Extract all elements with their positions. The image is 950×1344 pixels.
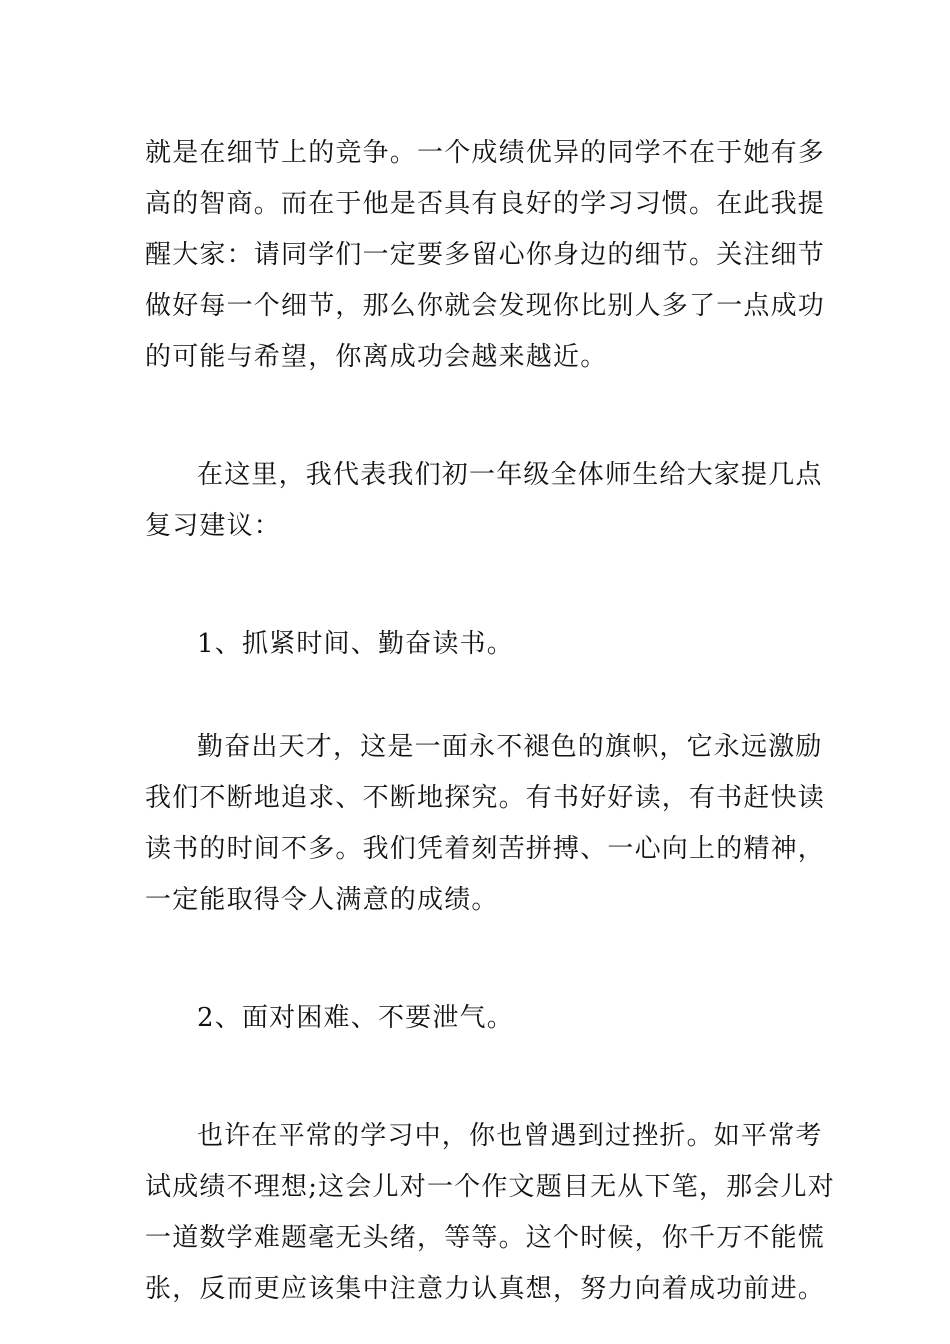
paragraph-review-suggestions-intro xyxy=(145,450,823,552)
text-line: 张，反而更应该集中注意力认真想，努力向着成功前进。 xyxy=(145,1274,826,1304)
text-line: 试成绩不理想;这会儿对一个作文题目无从下笔，那会儿对 xyxy=(145,1172,835,1202)
text-line: 做好每一个细节，那么你就会发现你比别人多了一点成功 xyxy=(145,291,826,321)
text-line: 2、面对困难、不要泄气。 xyxy=(197,1003,514,1033)
text-line: 的可能与希望，你离成功会越来越近。 xyxy=(145,342,608,372)
text-line: 复习建议： xyxy=(145,511,282,541)
text-line: 一道数学难题毫无头绪，等等。这个时候，你千万不能慌 xyxy=(145,1223,826,1253)
text-line: 一定能取得令人满意的成绩。 xyxy=(145,885,499,915)
text-line: 勤奋出天才，这是一面永不褪色的旗帜，它永远激励 xyxy=(197,732,823,762)
document-page xyxy=(145,128,835,1315)
paragraph-facing-difficulties xyxy=(145,1111,835,1315)
paragraph-diligence xyxy=(145,722,826,926)
text-line: 高的智商。而在于他是否具有良好的学习习惯。在此我提 xyxy=(145,189,826,219)
text-line: 1、抓紧时间、勤奋读书。 xyxy=(197,629,514,659)
text-line: 就是在细节上的竞争。一个成绩优异的同学不在于她有多 xyxy=(145,138,826,168)
heading-suggestion-1 xyxy=(145,619,805,670)
text-line: 我们不断地追求、不断地探究。有书好好读，有书赶快读 xyxy=(145,783,826,813)
paragraph-details-competition xyxy=(145,128,826,383)
heading-suggestion-2 xyxy=(145,993,805,1044)
text-line: 在这里，我代表我们初一年级全体师生给大家提几点 xyxy=(197,460,823,490)
text-line: 也许在平常的学习中，你也曾遇到过挫折。如平常考 xyxy=(197,1121,823,1151)
text-line: 读书的时间不多。我们凭着刻苦拼搏、一心向上的精神， xyxy=(145,834,826,864)
text-line: 醒大家：请同学们一定要多留心你身边的细节。关注细节 xyxy=(145,240,826,270)
